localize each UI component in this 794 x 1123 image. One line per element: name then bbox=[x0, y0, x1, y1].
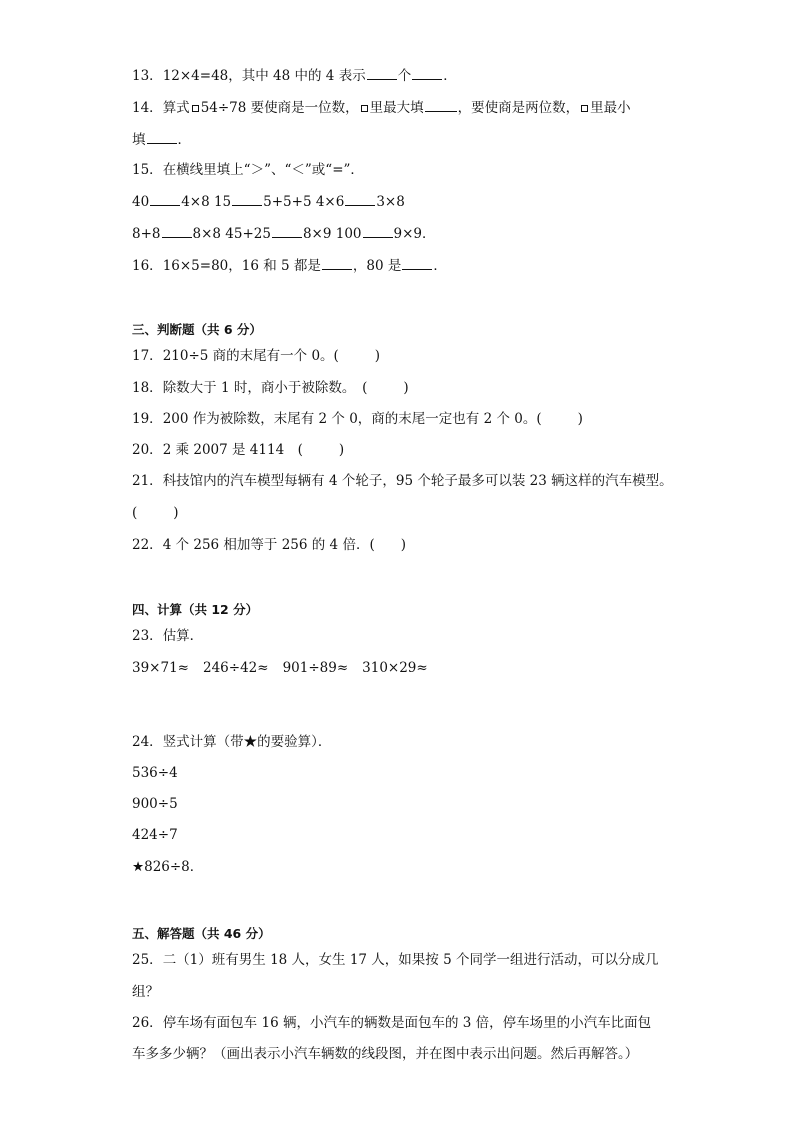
question-text: 200 作为被除数，末尾有 2 个 0，商的末尾一定也有 2 个 0。( bbox=[162, 411, 542, 427]
question-text: 在横线里填上“＞”、“＜”或“=”． bbox=[162, 162, 364, 178]
question-text: 个 bbox=[397, 68, 412, 84]
question-text: 竖式计算（带★的要验算）． bbox=[162, 734, 332, 750]
question-25 bbox=[132, 951, 784, 969]
estimate-item: 310×29≈ bbox=[362, 660, 428, 676]
question-18 bbox=[132, 379, 754, 397]
section-heading-judgment: 三、判断题（共 6 分） bbox=[132, 322, 262, 337]
question-24 bbox=[132, 733, 754, 751]
question-19 bbox=[132, 410, 754, 428]
question-text: ． bbox=[433, 258, 447, 274]
paren-close: ) bbox=[577, 411, 583, 427]
question-text: 2 乘 2007 是 4114 ( bbox=[162, 442, 303, 458]
question-15 bbox=[132, 161, 754, 179]
question-text: 210÷5 商的末尾有一个 0。( bbox=[162, 348, 339, 364]
paren-close: ) bbox=[338, 442, 345, 458]
expression: 3×8 bbox=[376, 194, 405, 210]
estimate-row bbox=[132, 659, 754, 677]
paren-close: ) bbox=[173, 505, 179, 521]
question-text: 4 个 256 相加等于 256 的 4 倍．( bbox=[162, 537, 375, 553]
answer-blank[interactable] bbox=[402, 256, 432, 270]
question-number: 19． bbox=[132, 411, 163, 427]
question-text: ，要使商是两位数， bbox=[457, 100, 580, 116]
expression: 8×8 45+25 bbox=[192, 226, 271, 242]
expression: 4×8 15 bbox=[181, 194, 232, 210]
question-26 bbox=[132, 1014, 784, 1032]
vertical-calc-item: 424÷7 bbox=[132, 827, 178, 843]
question-text: 停车场有面包车 16 辆，小汽车的辆数是面包车的 3 倍，停车场里的小汽车比面包 bbox=[162, 1015, 652, 1031]
expression: 40 bbox=[132, 194, 150, 210]
question-number: 20． bbox=[132, 442, 163, 458]
estimate-item: 901÷89≈ bbox=[282, 660, 349, 676]
question-25-continued: 组？ bbox=[132, 984, 159, 1000]
question-text: 12×4=48，其中 48 中的 4 表示 bbox=[162, 68, 366, 84]
question-text: ． bbox=[177, 132, 191, 148]
paren-close: ) bbox=[374, 348, 381, 364]
question-14-continued bbox=[132, 130, 754, 149]
question-17 bbox=[132, 347, 754, 365]
paren-close: ) bbox=[403, 380, 409, 396]
question-text: 里最小 bbox=[590, 100, 631, 116]
answer-blank[interactable] bbox=[232, 192, 262, 206]
answer-blank[interactable] bbox=[147, 130, 177, 144]
question-text: ，80 是 bbox=[352, 258, 402, 274]
question-20 bbox=[132, 441, 754, 459]
question-text: 里最大填 bbox=[369, 100, 424, 116]
question-26-continued: 车多多少辆？（画出表示小汽车辆数的线段图，并在图中表示出问题。然后再解答。） bbox=[132, 1046, 639, 1062]
paren-close: ) bbox=[400, 537, 406, 553]
box-placeholder-icon bbox=[192, 105, 199, 112]
section-heading-calculation: 四、计算（共 12 分） bbox=[132, 602, 259, 617]
question-number: 17． bbox=[132, 348, 163, 364]
answer-blank[interactable] bbox=[150, 192, 180, 206]
answer-blank[interactable] bbox=[345, 192, 375, 206]
question-text: 54÷78 要使商是一位数， bbox=[200, 100, 359, 116]
question-number: 25． bbox=[132, 952, 163, 968]
expression: 8+8 bbox=[132, 226, 161, 242]
estimate-item: 39×71≈ bbox=[132, 660, 189, 676]
question-23 bbox=[132, 627, 754, 645]
question-text: 科技馆内的汽车模型每辆有 4 个轮子，95 个轮子最多可以装 23 辆这样的汽车模型。 bbox=[162, 473, 673, 489]
question-21 bbox=[132, 472, 784, 490]
question-number: 14． bbox=[132, 100, 163, 116]
question-number: 18． bbox=[132, 380, 163, 396]
answer-blank[interactable] bbox=[412, 66, 442, 80]
question-number: 23． bbox=[132, 628, 163, 644]
question-number: 16． bbox=[132, 258, 163, 274]
question-text: 估算． bbox=[162, 628, 204, 644]
section-heading-word-problems: 五、解答题（共 46 分） bbox=[132, 926, 271, 941]
question-text: 算式 bbox=[162, 100, 190, 116]
question-22 bbox=[132, 536, 754, 554]
compare-row-2 bbox=[132, 224, 754, 243]
question-14 bbox=[132, 98, 754, 117]
question-number: 13． bbox=[132, 68, 163, 84]
expression: 9×9． bbox=[393, 226, 436, 242]
question-text: ． bbox=[443, 68, 457, 84]
expression: 5+5+5 4×6 bbox=[263, 194, 345, 210]
answer-blank[interactable] bbox=[425, 98, 457, 112]
question-text: 二（1）班有男生 18 人，女生 17 人，如果按 5 个同学一组进行活动，可以分成几 bbox=[162, 952, 659, 968]
question-number: 24． bbox=[132, 734, 163, 750]
answer-blank[interactable] bbox=[322, 256, 352, 270]
question-text: 16×5=80，16 和 5 都是 bbox=[162, 258, 321, 274]
box-placeholder-icon bbox=[361, 105, 368, 112]
question-number: 21． bbox=[132, 473, 163, 489]
estimate-item: 246÷42≈ bbox=[202, 660, 269, 676]
question-text: 填 bbox=[132, 132, 146, 148]
question-number: 22． bbox=[132, 537, 163, 553]
expression: 8×9 100 bbox=[302, 226, 362, 242]
box-placeholder-icon bbox=[581, 105, 588, 112]
answer-blank[interactable] bbox=[162, 224, 192, 238]
question-text: 除数大于 1 时，商小于被除数。 ( bbox=[162, 380, 368, 396]
question-number: 15． bbox=[132, 162, 163, 178]
compare-row-1 bbox=[132, 192, 754, 211]
vertical-calc-item: 900÷5 bbox=[132, 796, 178, 812]
answer-blank[interactable] bbox=[272, 224, 302, 238]
question-13 bbox=[132, 66, 754, 85]
answer-blank[interactable] bbox=[367, 66, 397, 80]
answer-blank[interactable] bbox=[363, 224, 393, 238]
vertical-calc-item: 536÷4 bbox=[132, 765, 178, 781]
vertical-calc-item-verify: ★826÷8． bbox=[132, 859, 204, 875]
question-16 bbox=[132, 256, 754, 275]
paren-open: ( bbox=[132, 505, 138, 521]
question-number: 26． bbox=[132, 1015, 163, 1031]
question-21-answer bbox=[132, 504, 754, 522]
